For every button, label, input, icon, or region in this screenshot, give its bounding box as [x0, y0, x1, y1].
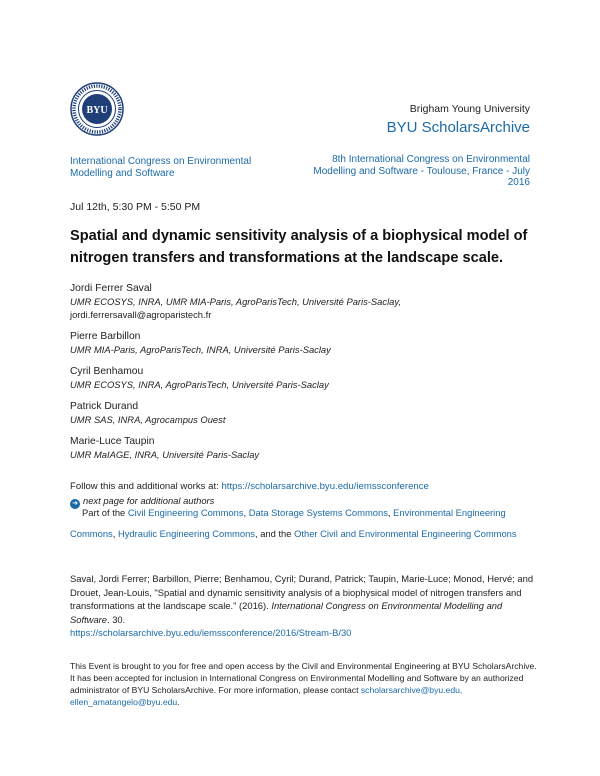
seal-text: BYU [86, 105, 108, 116]
author-name: Pierre Barbillon [70, 331, 141, 342]
collection-link[interactable]: International Congress on Environmental Modelling and Software [70, 156, 252, 179]
byu-seal-logo [70, 82, 124, 136]
separator: , [387, 507, 394, 518]
conference-link[interactable]: 8th International Congress on Environmental Modelling and Software - Toulouse, France - July 2016 [313, 154, 530, 188]
citation-url-link[interactable]: https://scholarsarchive.byu.edu/iemssconference/2016/Stream-B/30 [70, 627, 352, 638]
footer-notice [70, 660, 540, 708]
arrow-icon: ➜ [70, 499, 80, 509]
citation-suffix: . 30. [107, 613, 126, 625]
author-list [70, 283, 540, 471]
follow-line [70, 481, 540, 492]
part-of-prefix: Part of the [82, 507, 128, 518]
follow-url-link[interactable]: https://scholarsarchive.byu.edu/iemssconference [221, 481, 429, 492]
commons-link[interactable]: Civil Engineering Commons [127, 507, 244, 518]
author-name: Patrick Durand [70, 401, 139, 412]
author-entry [70, 366, 540, 391]
author-affiliation: UMR ECOSYS, INRA, UMR MIA-Paris, AgroParisTech, Université Paris-Saclay, [70, 296, 401, 307]
author-affiliation: UMR MaIAGE, INRA, Université Paris-Saclay [70, 449, 260, 460]
separator: , [243, 507, 249, 518]
author-email: jordi.ferrersavall@agroparistech.fr [70, 309, 212, 320]
institution-name: Brigham Young University [409, 103, 530, 115]
part-of-line [70, 502, 545, 544]
citation-text: Saval, Jordi Ferrer; Barbillon, Pierre; Benhamou, Cyril; Durand, Patrick; Taupin, Marie-Luce; Monod, Hervé; and Drouet, Jean-Louis, "Spatial and dynamic sensitivity analysis of a biophysical model of nitrogen transfers and transformations at the landscape scale." (2016). [70, 573, 534, 611]
author-entry [70, 283, 540, 321]
footer-end: . [177, 697, 180, 707]
commons-link[interactable]: Hydraulic Engineering Commons [117, 528, 255, 539]
commons-link[interactable]: Data Storage Systems Commons [248, 507, 388, 518]
paper-title: Spatial and dynamic sensitivity analysis of a biophysical model of nitrogen transfers and transformations at the landscape scale. [70, 228, 528, 266]
commons-link[interactable]: Environmental Engineering Commons [70, 507, 506, 539]
author-affiliation: UMR SAS, INRA, Agrocampus Ouest [70, 414, 226, 425]
author-affiliation: UMR MIA-Paris, AgroParisTech, INRA, Université Paris-Saclay [70, 344, 331, 355]
author-name: Cyril Benhamou [70, 366, 144, 377]
author-name: Jordi Ferrer Saval [70, 283, 152, 294]
citation-block [70, 572, 540, 640]
session-time: Jul 12th, 5:30 PM - 5:50 PM [70, 201, 201, 213]
separator: , and the [254, 528, 295, 539]
footer-text: This Event is brought to you for free and open access by the Civil and Environmental Engineering at BYU ScholarsArchive. It has been accepted for inclusion in International Congress on Environmental Modelling and Software by an authorized administrator of BYU ScholarsArchive. For more information, please contact [70, 661, 537, 695]
follow-prefix: Follow this and additional works at: [70, 481, 222, 492]
author-entry [70, 331, 540, 356]
citation-journal: International Congress on Environmental Modelling and Software [70, 600, 503, 625]
next-page-text: next page for additional authors [83, 495, 215, 506]
commons-link[interactable]: Other Civil and Environmental Engineering Commons [294, 528, 517, 539]
contact-email-link[interactable]: scholarsarchive@byu.edu, ellen_amatangelo@byu.edu [70, 685, 463, 707]
author-entry [70, 436, 540, 461]
seal-icon [70, 82, 124, 136]
author-affiliation: UMR ECOSYS, INRA, AgroParisTech, Université Paris-Saclay [70, 379, 329, 390]
separator: , [112, 528, 118, 539]
archive-link[interactable]: BYU ScholarsArchive [386, 119, 530, 136]
author-name: Marie-Luce Taupin [70, 436, 155, 447]
author-entry [70, 401, 540, 426]
